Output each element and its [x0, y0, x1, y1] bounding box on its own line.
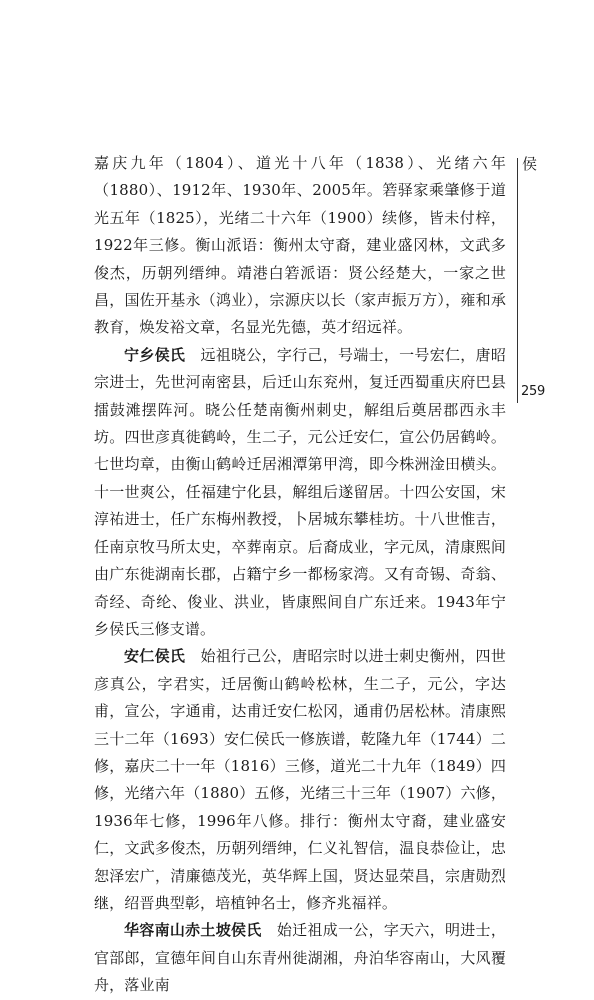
- paragraph-text: 嘉庆九年（1804）、道光十八年（1838）、光绪六年（1880）、1912年、1930年、2005年。箬驿家乘肇修于道光五年（1825），光绪二十六年（1900）续修，皆未付梓，1922年三修。衡山派语：衡州太守裔，建业盛冈林，文武多俊杰，历朝列缙绅。靖港白箬派语：贤公经楚大，一家之世昌，国佐开基永（鸿业），宗源庆以长（家声振万方），雍和承教育，焕发裕文章，名显光先德，英才绍远祥。: [94, 154, 506, 337]
- paragraph-text: 远祖晓公，字行己，号端士，一号宏仁，唐昭宗进士，先世河南密县，后迁山东兖州，复迁西蜀重庆府巴县擂鼓滩摆阵河。晓公任楚南衡州刺史，解组后奠居郡西永丰坊。四世彦真徙鹤岭，生二子，元公迁安仁，宣公仍居鹤岭。七世均章，由衡山鹤岭迁居湘潭第甲湾，即今株洲淦田横头。十一世爽公，任福建宁化县，解组后遂留居。十四公安国，宋淳祐进士，任广东梅州教授，卜居城东攀桂坊。十八世惟吉，任南京牧马所太史，卒葬南京。后裔成业，字元凤，清康熙间由广东徙湖南长郡，占籍宁乡一都杨家湾。又有奇锡、奇翁、奇经、奇纶、俊业、洪业，皆康熙间自广东迁来。1943年宁乡侯氏三修支谱。: [94, 345, 506, 638]
- paragraph-huarong-hou: [94, 917, 506, 999]
- entry-heading: 安仁侯氏: [124, 647, 186, 666]
- paragraph-ningxiang-hou: [94, 342, 506, 643]
- paragraph-continued: [94, 150, 506, 342]
- paragraph-anren-hou: [94, 643, 506, 917]
- entry-heading: 华容南山赤土坡侯氏: [124, 921, 262, 940]
- page-number: 259: [521, 384, 545, 399]
- body-text: [94, 150, 506, 1000]
- paragraph-text: 始迁祖成一公，字天六，明进士，官部郎，宣德年间自山东青州徙湖湘，舟泊华容南山，大风覆舟，落业南: [94, 921, 506, 995]
- entry-heading: 宁乡侯氏: [124, 345, 186, 364]
- margin-rule: [517, 158, 518, 403]
- paragraph-text: 始祖行己公，唐昭宗时以进士刺史衡州，四世彦真公，字君实，迁居衡山鹤岭松林，生二子，元公，字达甫，宣公，字通甫，达甫迁安仁松冈，通甫仍居松林。清康熙三十二年（1693）安仁侯氏一修族谱，乾隆九年（1744）二修，嘉庆二十一年（1816）三修，道光二十九年（1849）四修，光绪六年（1880）五修，光绪三十三年（1907）六修，1936年七修，1996年八修。排行：衡州太守裔，建业盛安仁，文武多俊杰，历朝列缙绅，仁义礼智信，温良恭俭让，忠恕泽宏广，清廉德茂光，英华辉上国，贤达显荣昌，宗唐勋烈继，绍晋典型彰，培植钟名士，修齐兆福祥。: [94, 647, 506, 912]
- running-head: 侯: [522, 155, 538, 173]
